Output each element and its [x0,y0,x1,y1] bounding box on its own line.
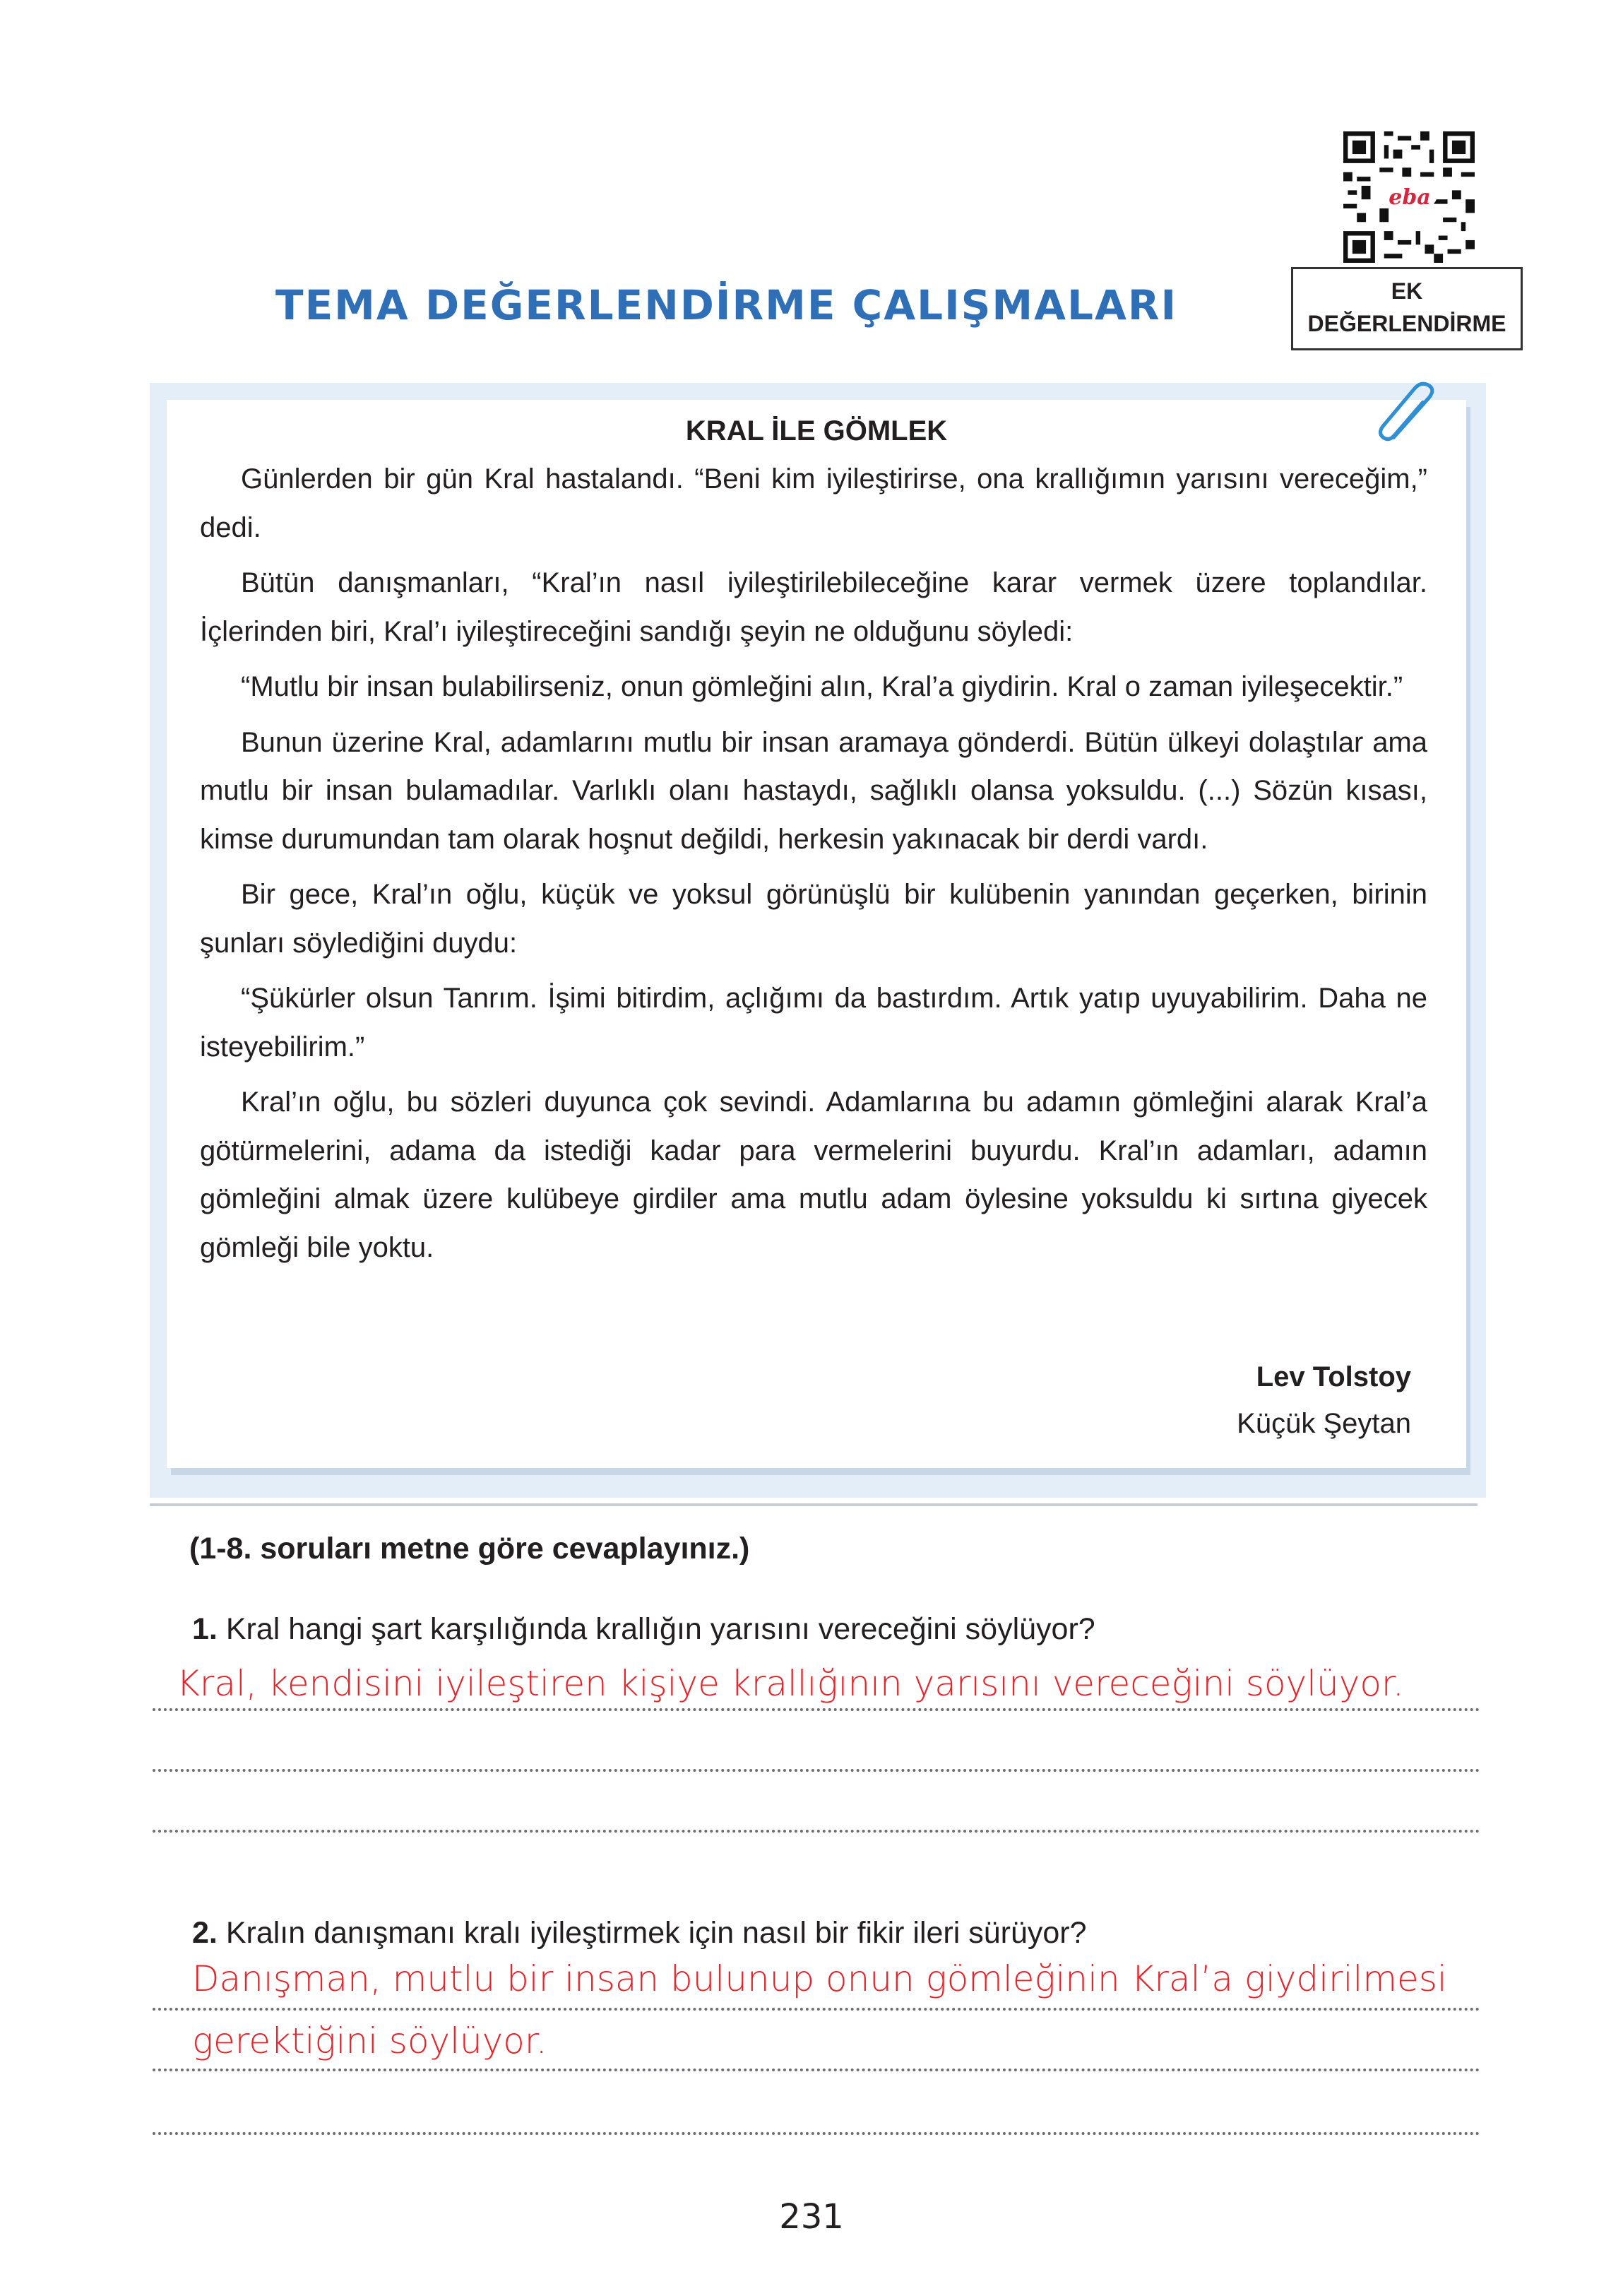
ek-degerlendirme-box [1291,267,1523,350]
answer-line [153,1769,1480,1772]
book-title: Küçük Şeytan [1237,1408,1411,1439]
section-divider [150,1503,1478,1506]
story-paragraph: Bunun üzerine Kral, adamlarını mutlu bir insan aramaya gönderdi. Bütün ülkeyi dolaştılar ama mutlu bir insan bulamadılar. Varlıklı olanı hastaydı, sağlıklı olansa yoksuldu. (...) Sözün kısası, kimse durumundan tam olarak hoşnut değildi, herkesin yakınacak bir derdi vardı. [200,726,1427,855]
answer-line [153,2008,1480,2011]
question-2 [192,1916,1087,1951]
answer-line [153,1708,1480,1711]
eba-logo: eba [1383,185,1437,211]
page-number: 231 [779,2197,844,2237]
question-1 [192,1612,1095,1647]
story-paragraph: “Şükürler olsun Tanrım. İşimi bitirdim, açlığımı da bastırdım. Artık yatıp uyuyabilirim. Daha ne isteyebilirim.” [200,983,1427,1063]
answer-1-line-1[interactable]: Kral, kendisini iyileştiren kişiye krallığının yarısını vereceğini söylüyor. [177,1663,1404,1704]
question-text: Kralın danışmanı kralı iyileştirmek için nasıl bir fikir ileri sürüyor? [225,1916,1087,1950]
author-block [1237,1354,1411,1447]
question-number: 2. [192,1916,218,1950]
page-title: TEMA DEĞERLENDİRME ÇALIŞMALARI [275,281,1178,329]
answer-line [153,2069,1480,2071]
answer-2-line-1[interactable]: Danışman, mutlu bir insan bulunup onun gömleğinin Kral’a giydirilmesi [192,1958,1447,1999]
story-paragraph: Günlerden bir gün Kral hastalandı. “Beni kim iyileştirirse, ona krallığımın yarısını vereceğim,” dedi. [200,463,1427,543]
story-title: KRAL İLE GÖMLEK [685,415,948,446]
ek-label: EK [1391,278,1423,304]
author-name: Lev Tolstoy [1256,1361,1411,1392]
instructions: (1-8. soruları metne göre cevaplayınız.) [189,1532,750,1566]
degerlendirme-label: DEĞERLENDİRME [1307,311,1506,336]
answer-2-line-2[interactable]: gerektiğini söylüyor. [192,2020,547,2061]
answer-line [153,1830,1480,1833]
answer-line [153,2132,1480,2135]
story-paragraph: “Mutlu bir insan bulabilirseniz, onun gömleğini alın, Kral’a giydirin. Kral o zaman iyileşecektir.” [241,671,1403,702]
question-text: Kral hangi şart karşılığında krallığın yarısını vereceğini söylüyor? [225,1612,1095,1646]
story-paragraph: Bir gece, Kral’ın oğlu, küçük ve yoksul görünüşlü bir kulübenin yanından geçerken, birinin şunları söylediğini duydu: [200,879,1427,959]
story-text [200,455,1427,1279]
story-paragraph: Kral’ın oğlu, bu sözleri duyunca çok sevindi. Adamlarına bu adamın gömleğini alarak Kral’a götürmelerini, adama da istediği kadar para vermelerini buyurdu. Kral’ın adamları, adamın gömleğini almak üzere kulübeye girdiler ama mutlu adam öylesine yoksuldu ki sırtına giyecek gömleği bile yoktu. [200,1087,1427,1263]
story-paragraph: Bütün danışmanları, “Kral’ın nasıl iyileştirilebileceğine karar vermek üzere toplandılar. İçlerinden biri, Kral’ı iyileştireceğini sandığı şeyin ne olduğunu söyledi: [200,567,1427,647]
question-number: 1. [192,1612,218,1646]
